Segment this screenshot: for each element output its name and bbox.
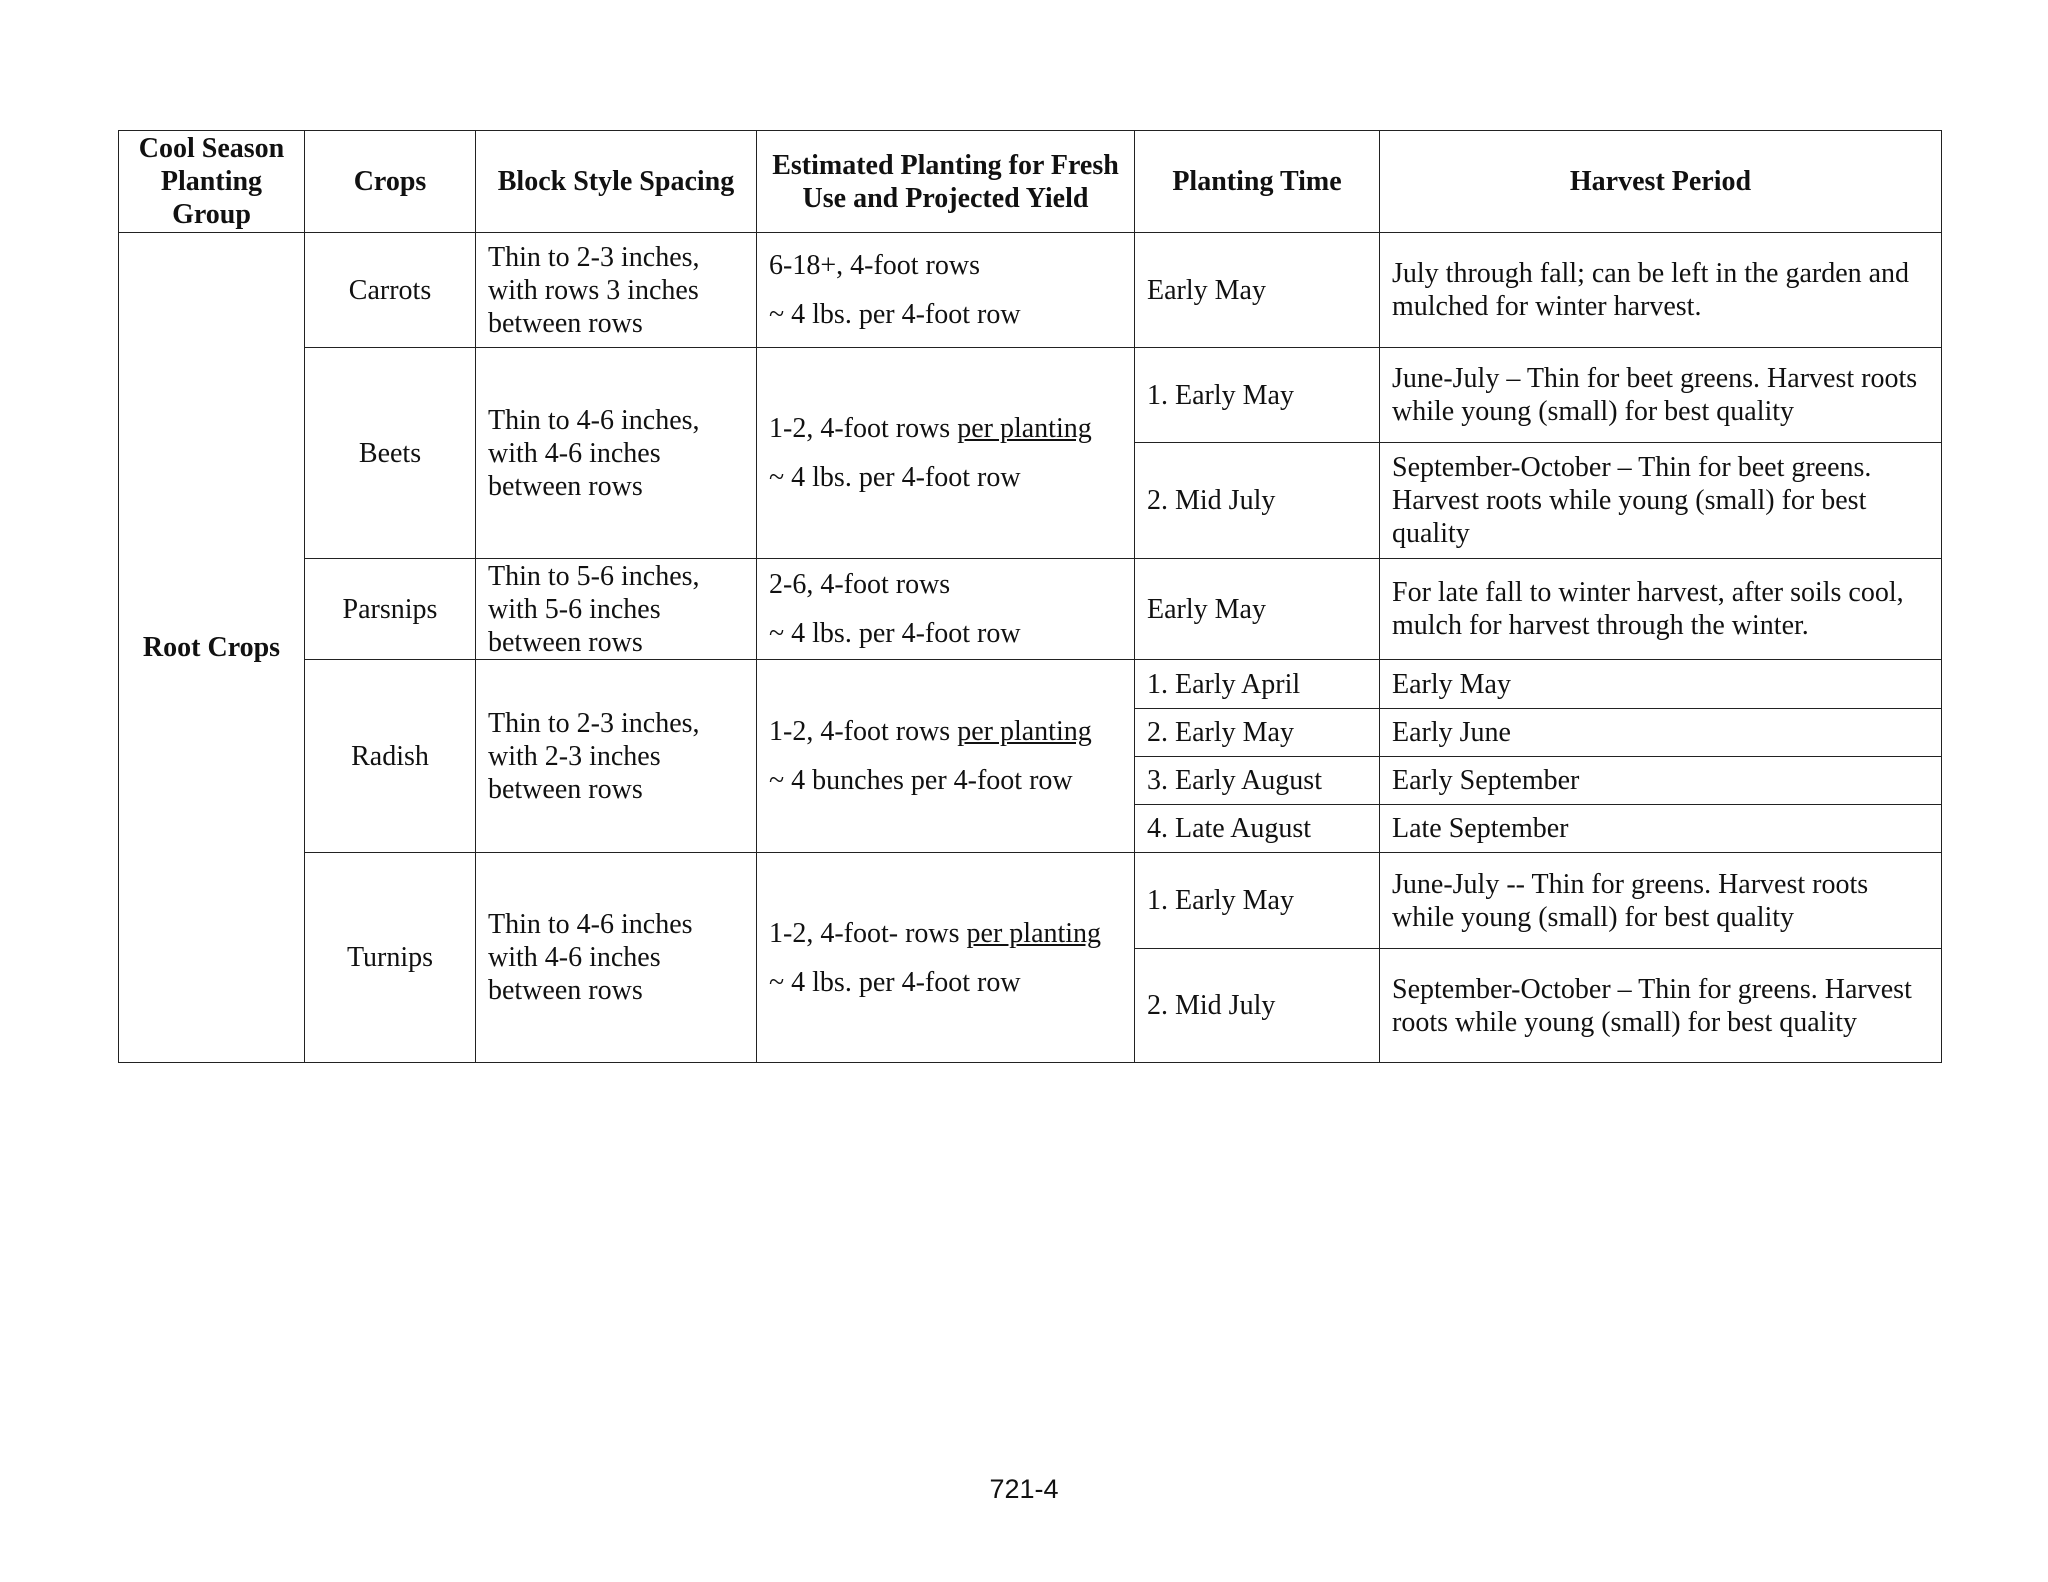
harvest-cell: Late September: [1380, 805, 1942, 853]
yield-amount: ~ 4 lbs. per 4-foot row: [769, 299, 1021, 330]
yield-rows: 2-6, 4-foot rows: [769, 569, 951, 600]
harvest-cell: Early June: [1380, 709, 1942, 757]
planting-time-cell: 1. Early May: [1135, 853, 1380, 949]
header-harvest: Harvest Period: [1380, 131, 1942, 233]
planting-time-cell: 1. Early May: [1135, 348, 1380, 443]
crop-cell: Beets: [305, 348, 476, 559]
table-row: [119, 660, 1942, 709]
yield-amount: ~ 4 lbs. per 4-foot row: [769, 618, 1021, 649]
crop-cell: Radish: [305, 660, 476, 853]
yield-rows: 1-2, 4-foot rows per planting: [769, 716, 1092, 747]
yield-cell: [757, 559, 1135, 660]
crop-cell: Parsnips: [305, 559, 476, 660]
header-group: Cool Season Planting Group: [119, 131, 305, 233]
table-row: [119, 233, 1942, 348]
group-cell: Root Crops: [119, 233, 305, 1063]
planting-time-cell: 2. Early May: [1135, 709, 1380, 757]
yield-cell: [757, 233, 1135, 348]
yield-cell: [757, 348, 1135, 559]
harvest-cell: June-July – Thin for beet greens. Harvest roots while young (small) for best quality: [1380, 348, 1942, 443]
yield-cell: [757, 853, 1135, 1063]
spacing-cell: Thin to 4-6 inches, with 4-6 inches between rows: [476, 348, 757, 559]
harvest-cell: June-July -- Thin for greens. Harvest roots while young (small) for best quality: [1380, 853, 1942, 949]
planting-time-cell: 3. Early August: [1135, 757, 1380, 805]
yield-amount: ~ 4 bunches per 4-foot row: [769, 765, 1073, 796]
crop-cell: Carrots: [305, 233, 476, 348]
spacing-cell: Thin to 2-3 inches, with rows 3 inches between rows: [476, 233, 757, 348]
harvest-cell: September-October – Thin for beet greens. Harvest roots while young (small) for best quality: [1380, 443, 1942, 559]
planting-time-cell: 4. Late August: [1135, 805, 1380, 853]
table-row: [119, 348, 1942, 443]
table-row: [119, 853, 1942, 949]
planting-time-cell: 2. Mid July: [1135, 443, 1380, 559]
yield-cell: [757, 660, 1135, 853]
page-number: 721-4: [989, 1474, 1059, 1504]
table-header-row: [119, 131, 1942, 233]
header-planting-time: Planting Time: [1135, 131, 1380, 233]
header-crops: Crops: [305, 131, 476, 233]
planting-time-cell: Early May: [1135, 233, 1380, 348]
header-yield: Estimated Planting for Fresh Use and Projected Yield: [757, 131, 1135, 233]
planting-time-cell: 2. Mid July: [1135, 949, 1380, 1063]
harvest-cell: September-October – Thin for greens. Harvest roots while young (small) for best quality: [1380, 949, 1942, 1063]
spacing-cell: Thin to 2-3 inches, with 2-3 inches between rows: [476, 660, 757, 853]
planting-time-cell: 1. Early April: [1135, 660, 1380, 709]
yield-amount: ~ 4 lbs. per 4-foot row: [769, 462, 1021, 493]
spacing-cell: Thin to 5-6 inches, with 5-6 inches between rows: [476, 559, 757, 660]
planting-table-container: [118, 130, 1941, 1063]
harvest-cell: For late fall to winter harvest, after soils cool, mulch for harvest through the winter.: [1380, 559, 1942, 660]
yield-rows: 1-2, 4-foot rows per planting: [769, 413, 1092, 444]
planting-time-cell: Early May: [1135, 559, 1380, 660]
harvest-cell: Early May: [1380, 660, 1942, 709]
yield-rows: 1-2, 4-foot- rows per planting: [769, 917, 1102, 949]
crop-cell: Turnips: [305, 853, 476, 1063]
yield-amount: ~ 4 lbs. per 4-foot row: [769, 966, 1021, 998]
spacing-cell: Thin to 4-6 inches with 4-6 inches between rows: [476, 853, 757, 1063]
yield-rows: 6-18+, 4-foot rows: [769, 250, 980, 281]
harvest-cell: Early September: [1380, 757, 1942, 805]
table-row: [119, 559, 1942, 660]
header-spacing: Block Style Spacing: [476, 131, 757, 233]
harvest-cell: July through fall; can be left in the garden and mulched for winter harvest.: [1380, 233, 1942, 348]
planting-table: [118, 130, 1942, 1063]
